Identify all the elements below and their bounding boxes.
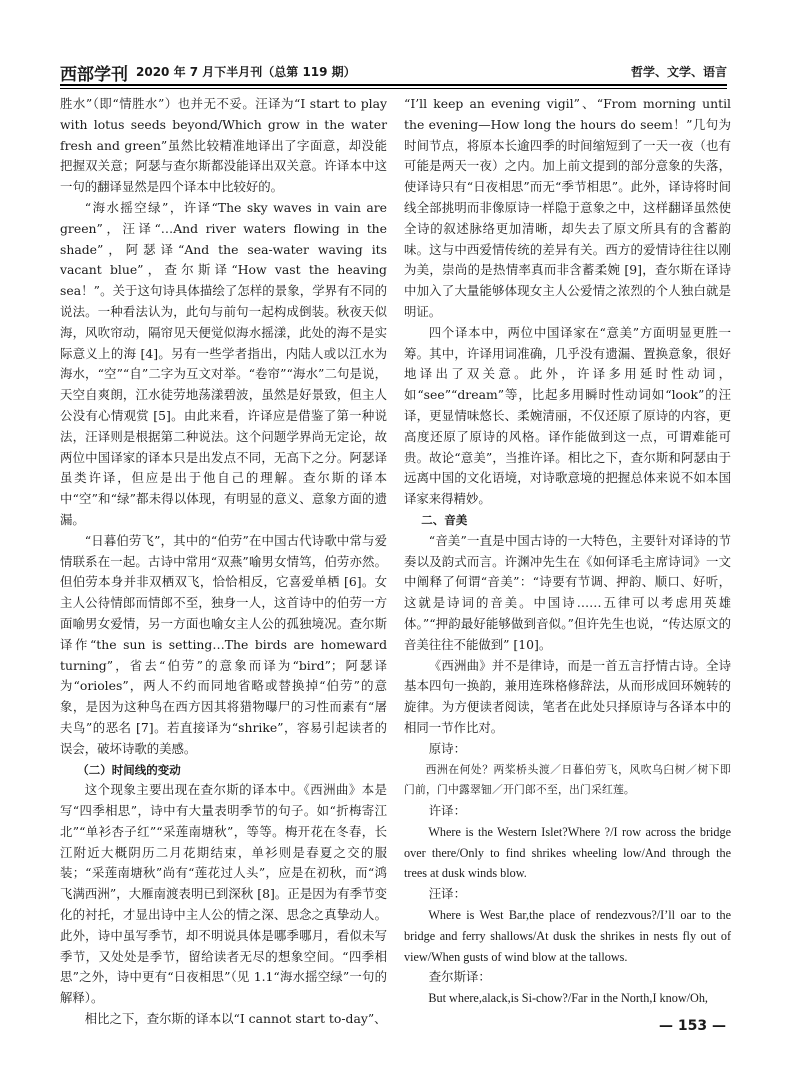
paragraph: 四个译本中，两位中国译家在“意美”方面明显更胜一筹。其中，许译用词准确，几乎没有遗漏、置换意象，很好地译出了双关意。此外，许译多用延时性动词，如“see”“dream”等，比起多用瞬时性动词如“look”的汪译，更显情味悠长、柔婉清丽，不仅还原了原诗的内容，更高度还原了原诗的风格。译作能做到这一点，可谓难能可贵。故论“意美”，当推许译。相比之下，查尔斯和阿瑟由于远离中国的文化语境，对诗歌意境的把握总体来说不如本国译家来得精妙。 — [404, 324, 731, 507]
running-header — [60, 60, 727, 84]
left-column — [60, 94, 387, 1030]
paragraph: 胜水”（即“情胜水”）也并无不妥。汪译为“I start to play with lotus seeds beyond/Which grow in the water fresh and green”虽然比较精准地译出了字面意，却没能把握双关意；阿瑟与查尔斯都没能译出双关意。许译本中这一句的翻译显然是四个译本中比较好的。 — [60, 96, 387, 195]
right-column — [404, 94, 731, 1009]
translation-text: Where is West Bar,the place of rendezvous?/I’ll oar to the bridge and ferry shallows/At dusk the shrikes in nests fly out of view/When gusts of wind blow at the tallows. — [404, 908, 731, 964]
paragraph: “I’ll keep an evening vigil”、“From morning until the evening—How long the hours do seem！”几句为时间节点，将原本长逾四季的时间缩短到了一天一夜（也有可能是两天一夜）之内。加上前文提到的部分意象的失落，使译诗只有“日夜相思”而无“季节相思”。此外，译诗将时间线全部挑明而非像原诗一样隐于意象之中，这样翻译虽然使全诗的叙述脉络更加清晰，却失去了原文所具有的含蓄韵味。这与中西爱情传统的差异有关。西方的爱情诗往往以刚为美，崇尚的是热情率真而非含蓄柔婉 [9]，查尔斯在译诗中加入了大量能够体现女主人公爱情之浓烈的个人独白就是明证。 — [404, 96, 731, 319]
translation-label: 查尔斯译： — [428, 969, 491, 985]
paragraph: 相比之下，查尔斯的译本以“I cannot start to-day”、 — [84, 1011, 387, 1027]
translation-label: 汪译： — [428, 886, 466, 902]
subsection-heading: （二）时间线的变动 — [77, 762, 181, 777]
original-poem: 西洲在何处？两桨桥头渡／日暮伯劳飞，风吹乌臼树／树下即门前，门中露翠钿／开门郎不至，出门采红莲。 — [404, 762, 731, 797]
journal-logo: 西部学刊 — [60, 65, 128, 85]
section-title: 哲学、文学、语言 — [630, 65, 727, 79]
header-rule-thin — [60, 88, 727, 89]
paragraph: 《西洲曲》并不是律诗，而是一首五言抒情古诗。全诗基本四句一换韵，兼用连珠格修辞法，从而形成回环婉转的旋律。为方便读者阅读，笔者在此处只择原诗与各译本中的相同一节作比对。 — [404, 657, 731, 735]
translation-text: Where is the Western Islet?Where ?/I row across the bridge over there/Only to find shrikes wheeling low/And through the trees at dusk winds blow. — [404, 824, 731, 881]
paragraph: “音美”一直是中国古诗的一大特色，主要针对译诗的节奏以及韵式而言。许渊冲先生在《如何译毛主席诗词》一文中阐释了何谓“音美”：“诗要有节调、押韵、顺口、好听，这就是诗词的音美。中国诗……五律可以考虑用英雄体。”“押韵最好能够做到音似。”但许先生也说，“传达原文的音美往往不能做到” [10]。 — [404, 532, 731, 652]
issue-info: 2020 年 7 月下半月刊（总第 119 期） — [136, 65, 356, 79]
paragraph: “海水摇空绿”，许译“The sky waves in vain are green”，汪译“…And river waters flowing in the shade”，阿瑟译“And the sea-water waving its vacant blue”，查尔斯译“How vast the heaving sea！”。关于这句诗具体描绘了怎样的景象，学界有不同的说法。一种看法认为，此句与前句一起构成倒装。秋夜天似海，风吹帘动，隔帘见天便觉似海水摇漾，此处的海不是实际意义上的海 [4]。另有一些学者指出，内陆人或以江水为海水，“空”“自”二字为互文对举。“卷帘”“海水”二句是说，天空自爽朗，江水徒劳地荡漾碧波，虽然是好景致，但主人公没有心情观赏 [5]。由此来看，许译应是借鉴了第一种说法，汪译则是根据第二种说法。这个问题学界尚无定论，故两位中国译家的译本只是出发点不同，无高下之分。阿瑟译虽类许译，但应是出于他自己的理解。查尔斯的译本中“空”和“绿”都未得以体现，有明显的意义、意象方面的遗漏。 — [60, 199, 387, 527]
translation-label: 原诗： — [428, 740, 466, 756]
paragraph: 这个现象主要出现在查尔斯的译本中。《西洲曲》本是写“四季相思”，诗中有大量表明季节的句子。如“折梅寄江北”“单衫杏子红”“采莲南塘秋”，等等。梅开花在冬春，长江附近大概阴历二月花期结束，单衫则是春夏之交的服装；“采莲南塘秋”尚有“莲花过人头”，应是在初秋，而“鸿飞满西洲”，大雁南渡表明已到深秋 [8]。正是因为有季节变化的衬托，才显出诗中主人公的情之深、思念之真挚动人。此外，诗中虽写季节，却不明说具体是哪季哪月，看似未写季节，又处处是季节，留给读者无尽的想象空间。“四季相思”之外，诗中更有“日夜相思”（见 1.1“海水摇空绿”一句的解释）。 — [60, 782, 387, 1006]
page-number: — 153 — — [659, 1018, 726, 1034]
paragraph: “日暮伯劳飞”，其中的“伯劳”在中国古代诗歌中常与爱情联系在一起。古诗中常用“双燕”喻男女情笃，伯劳亦然。但伯劳本身并非双栖双飞，恰恰相反，它喜爱单栖 [6]。女主人公待情郎而情郎不至，独身一人，这首诗中的伯劳一方面喻男女爱情，另一方面也喻女主人公的孤独境况。查尔斯译作“the sun is setting…The birds are homeward turning”，省去“伯劳”的意象而译为“bird”；阿瑟译为“orioles”，两人不约而同地省略或替换掉“伯劳”的意象，是因为这种鸟在西方因其将猎物曝尸的习性而素有“屠夫鸟”的恶名 [7]。若直接译为“shrike”，容易引起读者的误会，破坏诗歌的美感。 — [60, 532, 387, 756]
header-rule-thick — [60, 84, 727, 86]
translation-label: 许译： — [428, 803, 466, 819]
section-heading: 二、音美 — [421, 512, 468, 527]
translation-text: But where,alack,is Si-chow?/Far in the North,I know/Oh, — [428, 991, 708, 1006]
